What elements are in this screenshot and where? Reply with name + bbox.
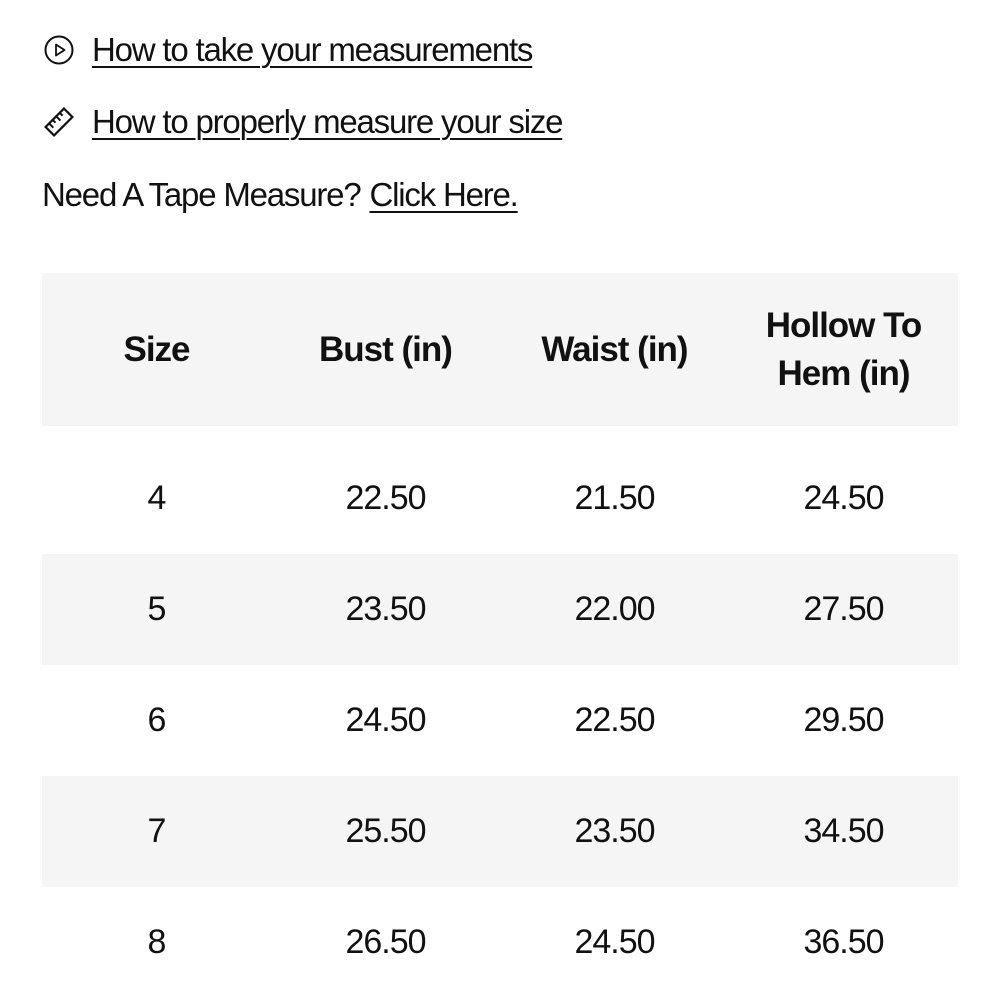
- table-header: [42, 273, 958, 426]
- hollow-to-hem-cell: 24.50: [803, 479, 884, 517]
- bust-cell: 24.50: [345, 701, 426, 739]
- tape-measure-link[interactable]: Click Here.: [369, 176, 518, 213]
- hollow-to-hem-cell: 29.50: [803, 701, 884, 739]
- size-chart-table: [42, 273, 958, 998]
- column-header-size: Size: [123, 329, 190, 369]
- size-cell: 5: [147, 590, 166, 628]
- column-header-hollow-to-hem: [729, 273, 958, 426]
- size-cell: 4: [147, 479, 166, 517]
- hollow-to-hem-cell: 27.50: [803, 590, 884, 628]
- ruler-icon: [42, 105, 76, 139]
- size-cell: 6: [147, 701, 166, 739]
- table-row: [42, 554, 958, 665]
- hollow-to-hem-cell: 36.50: [803, 923, 884, 961]
- table-row: [42, 776, 958, 887]
- hollow-to-hem-cell: 34.50: [803, 812, 884, 850]
- bust-cell: 25.50: [345, 812, 426, 850]
- table-row: [42, 887, 958, 998]
- size-cell: 8: [147, 923, 166, 961]
- column-header-bust: Bust (in): [319, 329, 452, 369]
- waist-cell: 22.50: [574, 701, 655, 739]
- waist-cell: 23.50: [574, 812, 655, 850]
- waist-cell: 21.50: [574, 479, 655, 517]
- tape-measure-prompt: Need A Tape Measure?: [42, 176, 361, 213]
- bust-cell: 23.50: [345, 590, 426, 628]
- tape-measure-row: [42, 173, 518, 217]
- column-header-waist: Waist (in): [541, 329, 688, 369]
- play-circle-icon: [42, 33, 76, 67]
- header-row: [42, 273, 958, 426]
- video-guide-row[interactable]: [42, 28, 532, 72]
- video-guide-link[interactable]: How to take your measurements: [92, 31, 533, 68]
- bust-cell: 22.50: [345, 479, 426, 517]
- waist-cell: 24.50: [574, 923, 655, 961]
- table-row: [42, 665, 958, 776]
- column-header-hollow-to-hem-label: Hollow To Hem (in): [765, 305, 922, 393]
- bust-cell: 26.50: [345, 923, 426, 961]
- measure-guide-row[interactable]: [42, 100, 562, 144]
- size-cell: 7: [147, 812, 166, 850]
- table-body: [42, 426, 958, 998]
- waist-cell: 22.00: [574, 590, 655, 628]
- measure-guide-link[interactable]: How to properly measure your size: [92, 103, 563, 140]
- table-row: [42, 426, 958, 554]
